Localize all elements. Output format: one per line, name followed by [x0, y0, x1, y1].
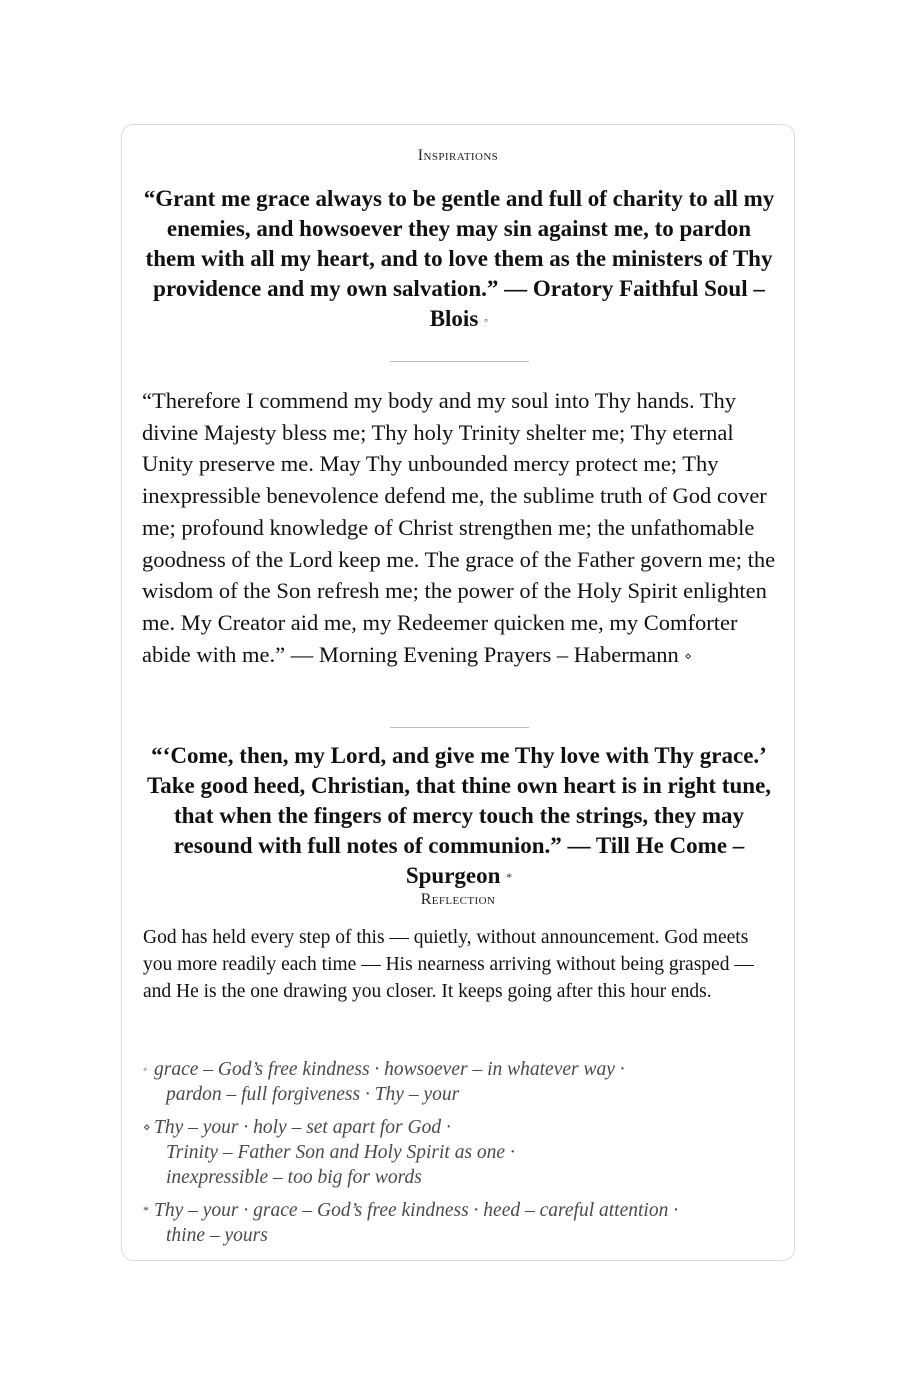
quote-blois	[142, 184, 776, 335]
glossary-line: grace – God’s free kindness · howsoever – in whatever way ·	[154, 1059, 625, 1080]
glossary-line: inexpressible – too big for words	[166, 1167, 422, 1188]
quote-text: “‘Come, then, my Lord, and give me Thy love with Thy grace.’ Take good heed, Christian, that thine own heart is in right tune, that when the fingers of mercy touch the strings, they may resound with full notes of communion.” — Till He Come – Spurgeon	[146, 743, 772, 888]
circle-footnote-marker: ◦	[143, 1062, 148, 1076]
glossary-line: Trinity – Father Son and Holy Spirit as one ·	[166, 1142, 515, 1163]
glossary-notes	[143, 1057, 777, 1256]
circle-footnote-marker: ◦	[484, 313, 489, 327]
reflection-heading: Reflection	[420, 891, 496, 908]
glossary-line: thine – yours	[166, 1225, 268, 1246]
divider	[390, 727, 529, 728]
inspiration-card	[121, 124, 795, 1261]
glossary-note	[143, 1115, 777, 1190]
quote-spurgeon	[142, 741, 776, 892]
asterisk-footnote-marker: *	[143, 1203, 149, 1217]
divider	[390, 361, 529, 362]
asterisk-footnote-marker: *	[506, 870, 513, 884]
glossary-note	[143, 1057, 777, 1107]
glossary-note	[143, 1198, 777, 1248]
quote-text: “Grant me grace always to be gentle and full of charity to all my enemies, and howsoever they may sin against me, to pardon them with all my heart, and to love them as the ministers of Thy providence and my own salvation.” — Oratory Faithful Soul – Blois	[143, 186, 775, 331]
inspirations-heading: Inspirations	[417, 147, 499, 164]
diamond-footnote-marker: ⋄	[684, 648, 692, 663]
glossary-line: Thy – your · grace – God’s free kindness · heed – careful attention ·	[154, 1200, 679, 1221]
diamond-footnote-marker: ⋄	[143, 1120, 151, 1134]
glossary-line: Thy – your · holy – set apart for God ·	[154, 1117, 451, 1138]
quote-habermann	[142, 385, 776, 672]
quote-text: “Therefore I commend my body and my soul into Thy hands. Thy divine Majesty bless me; Thy holy Trinity shelter me; Thy eternal Unity preserve me. May Thy unbounded mercy protect me; Thy inexpressible benevolence defend me, the sublime truth of God cover me; profound knowledge of Christ strengthen me; the unfathomable goodness of the Lord keep me. The grace of the Father govern me; the wisdom of the Son refresh me; the power of the Holy Spirit enlighten me. My Creator aid me, my Redeemer quicken me, my Comforter abide with me.” — Morning Evening Prayers – Habermann	[142, 388, 776, 667]
reflection-text: God has held every step of this — quietly, without announcement. God meets you more readily each time — His nearness arriving without being grasped — and He is the one drawing you closer. It keeps going after this hour ends.	[143, 927, 754, 1002]
glossary-line: pardon – full forgiveness · Thy – your	[166, 1084, 460, 1105]
